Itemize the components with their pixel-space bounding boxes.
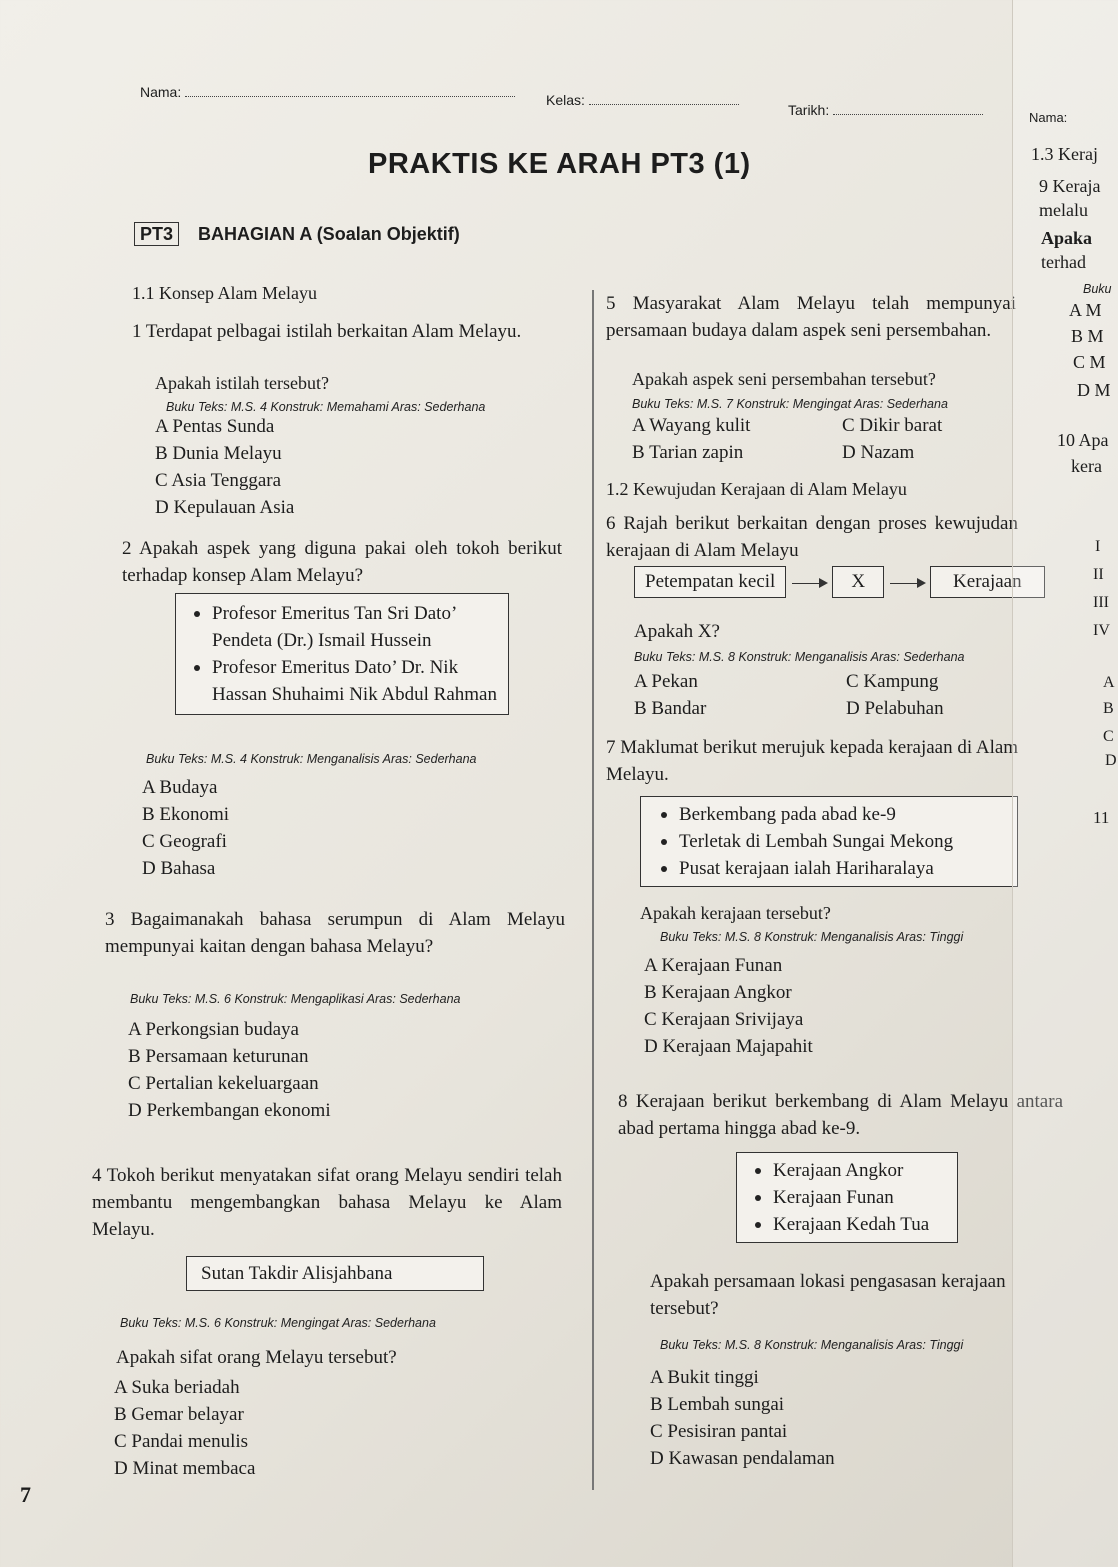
edge-text: B M [1071, 326, 1104, 346]
option-b[interactable]: B Bandar [634, 698, 707, 719]
edge-text: terhad [1041, 252, 1086, 272]
flow-box-petempatan: Petempatan kecil [634, 566, 786, 598]
box-item-2: Kerajaan Funan [747, 1184, 947, 1211]
edge-text: A M [1069, 300, 1102, 320]
question-5-source: Buku Teks: M.S. 7 Konstruk: Mengingat Aras: Sederhana [632, 397, 948, 411]
edge-text: Nama: [1029, 110, 1068, 125]
page-title: PRAKTIS KE ARAH PT3 (1) [368, 148, 751, 180]
option-d[interactable]: D Pelabuhan [846, 698, 944, 719]
question-6-flowchart [634, 566, 1045, 598]
option-b[interactable]: B Kerajaan Angkor [644, 982, 792, 1003]
option-c[interactable]: C Geografi [142, 831, 227, 852]
subsection-1-1: 1.1 Konsep Alam Melayu [132, 283, 317, 303]
question-8-options [650, 1364, 835, 1472]
edge-text: C M [1073, 352, 1106, 372]
option-b[interactable]: B Ekonomi [142, 804, 230, 825]
question-6-ask: Apakah X? [634, 621, 720, 642]
question-7-source: Buku Teks: M.S. 8 Konstruk: Menganalisis Aras: Tinggi [660, 930, 964, 944]
option-b[interactable]: B Tarian zapin [632, 442, 744, 463]
subsection-1-2: 1.2 Kewujudan Kerajaan di Alam Melayu [606, 479, 907, 499]
question-7-options [644, 952, 813, 1060]
option-b[interactable]: B Gemar belayar [114, 1404, 244, 1425]
edge-text: kera [1071, 456, 1102, 476]
option-c[interactable]: C Pertalian kekeluargaan [128, 1073, 319, 1094]
question-1-options [155, 413, 294, 521]
option-c[interactable]: C Pesisiran pantai [650, 1421, 788, 1442]
option-b[interactable]: B Dunia Melayu [155, 443, 282, 464]
edge-text: B [1103, 700, 1114, 717]
question-4-options [114, 1374, 255, 1482]
question-3: 3 Bagaimanakah bahasa serumpun di Alam Melayu mempunyai kaitan dengan bahasa Melayu? [105, 909, 565, 957]
option-c[interactable]: C Asia Tenggara [155, 470, 282, 491]
question-8-box [736, 1152, 958, 1243]
question-8: 8 Kerajaan berikut berkembang di Alam Melayu antara abad pertama hingga abad ke-9. [618, 1091, 1063, 1139]
tarikh-line [833, 114, 983, 115]
edge-text: A [1103, 674, 1115, 691]
question-1-source: Buku Teks: M.S. 4 Konstruk: Memahami Aras: Sederhana [166, 400, 486, 414]
option-c[interactable]: C Kampung [846, 671, 939, 692]
edge-text: 9 Keraja [1039, 176, 1101, 196]
question-3-source: Buku Teks: M.S. 6 Konstruk: Mengaplikasi Aras: Sederhana [130, 992, 461, 1006]
box-item-3: Pusat kerajaan ialah Hariharalaya [653, 855, 1005, 882]
question-6-options [634, 668, 994, 722]
flow-box-x: X [832, 566, 884, 598]
question-5-ask: Apakah aspek seni persembahan tersebut? [632, 369, 936, 389]
nama-label: Nama: [140, 84, 182, 100]
question-1: 1 Terdapat pelbagai istilah berkaitan Alam Melayu. [132, 321, 522, 342]
question-4-box: Sutan Takdir Alisjahbana [186, 1256, 484, 1291]
edge-text: Apaka [1041, 228, 1093, 248]
nama-line [185, 96, 515, 97]
question-5-options [632, 412, 972, 466]
kelas-field[interactable] [546, 92, 739, 108]
option-b[interactable]: B Lembah sungai [650, 1394, 785, 1415]
pt3-badge: PT3 [134, 222, 179, 246]
edge-text: C [1103, 728, 1114, 745]
edge-text: D [1105, 752, 1117, 769]
question-7-ask: Apakah kerajaan tersebut? [640, 903, 831, 923]
question-5: 5 Masyarakat Alam Melayu telah mempunyai persamaan budaya dalam aspek seni persembahan. [606, 293, 1016, 341]
question-6: 6 Rajah berikut berkaitan dengan proses kewujudan kerajaan di Alam Melayu [606, 513, 1018, 561]
option-d[interactable]: D Minat membaca [114, 1458, 256, 1479]
option-a[interactable]: A Bukit tinggi [650, 1367, 759, 1388]
next-page-edge [1012, 0, 1118, 1567]
option-d[interactable]: D Kepulauan Asia [155, 497, 295, 518]
question-2-source: Buku Teks: M.S. 4 Konstruk: Menganalisis Aras: Sederhana [146, 752, 477, 766]
option-a[interactable]: A Kerajaan Funan [644, 955, 783, 976]
kelas-line [589, 104, 739, 105]
option-a[interactable]: A Suka beriadah [114, 1377, 240, 1398]
column-divider [592, 290, 594, 1490]
nama-field[interactable] [140, 84, 515, 100]
option-d[interactable]: D Bahasa [142, 858, 216, 879]
edge-text: II [1093, 566, 1104, 583]
box-item-2: Profesor Emeritus Dato’ Dr. Nik Hassan Shuhaimi Nik Abdul Rahman [186, 654, 498, 708]
option-d[interactable]: D Perkembangan ekonomi [128, 1100, 331, 1121]
edge-text: 11 [1093, 808, 1110, 827]
question-2-box [175, 593, 509, 715]
question-2-options [142, 774, 229, 882]
edge-text: Buku [1083, 282, 1112, 296]
question-4: 4 Tokoh berikut menyatakan sifat orang Melayu sendiri telah membantu mengembangkan bahasa Melayu ke Alam Melayu. [92, 1165, 562, 1240]
question-7: 7 Maklumat berikut merujuk kepada kerajaan di Alam Melayu. [606, 737, 1019, 785]
box-item-2: Terletak di Lembah Sungai Mekong [653, 828, 1005, 855]
section-heading [134, 224, 460, 245]
option-b[interactable]: B Persamaan keturunan [128, 1046, 309, 1067]
question-6-source: Buku Teks: M.S. 8 Konstruk: Menganalisis Aras: Sederhana [634, 650, 965, 664]
option-c[interactable]: C Dikir barat [842, 415, 943, 436]
question-1-ask: Apakah istilah tersebut? [155, 373, 329, 393]
question-4-source: Buku Teks: M.S. 6 Konstruk: Mengingat Aras: Sederhana [120, 1316, 436, 1330]
box-item-3: Kerajaan Kedah Tua [747, 1211, 947, 1238]
edge-text: 10 Apa [1057, 430, 1109, 450]
edge-text: IV [1093, 622, 1110, 639]
edge-text: melalu [1039, 200, 1088, 220]
tarikh-label: Tarikh: [788, 102, 830, 118]
question-8-source: Buku Teks: M.S. 8 Konstruk: Menganalisis Aras: Tinggi [660, 1338, 964, 1352]
question-7-box [640, 796, 1018, 887]
kelas-label: Kelas: [546, 92, 585, 108]
flow-arrow-icon [890, 583, 924, 584]
option-a[interactable]: A Perkongsian budaya [128, 1019, 299, 1040]
tarikh-field[interactable] [788, 102, 983, 118]
edge-text: D M [1077, 380, 1111, 400]
option-d[interactable]: D Kerajaan Majapahit [644, 1036, 813, 1057]
page-number: 7 [20, 1482, 31, 1507]
section-title: BAHAGIAN A (Soalan Objektif) [198, 224, 460, 244]
question-4-ask: Apakah sifat orang Melayu tersebut? [116, 1347, 397, 1368]
flow-box-kerajaan: Kerajaan [930, 566, 1045, 598]
question-3-options [128, 1016, 331, 1124]
box-item-1: Berkembang pada abad ke-9 [653, 801, 1005, 828]
option-a[interactable]: A Wayang kulit [632, 415, 751, 436]
option-a[interactable]: A Pekan [634, 671, 698, 692]
option-d[interactable]: D Kawasan pendalaman [650, 1448, 835, 1469]
question-2: 2 Apakah aspek yang diguna pakai oleh tokoh berikut terhadap konsep Alam Melayu? [122, 538, 562, 586]
option-a[interactable]: A Budaya [142, 777, 218, 798]
flow-arrow-icon [792, 583, 826, 584]
box-item-1: Kerajaan Angkor [747, 1157, 947, 1184]
question-8-ask: Apakah persamaan lokasi pengasasan kerajaan tersebut? [650, 1271, 1006, 1319]
option-c[interactable]: C Pandai menulis [114, 1431, 249, 1452]
box-item-1: Profesor Emeritus Tan Sri Dato’ Pendeta (Dr.) Ismail Hussein [186, 600, 498, 654]
edge-text: I [1095, 538, 1101, 555]
edge-text: 1.3 Keraj [1031, 144, 1098, 164]
edge-text: III [1093, 594, 1109, 611]
option-a[interactable]: A Pentas Sunda [155, 416, 275, 437]
option-d[interactable]: D Nazam [842, 442, 915, 463]
option-c[interactable]: C Kerajaan Srivijaya [644, 1009, 804, 1030]
